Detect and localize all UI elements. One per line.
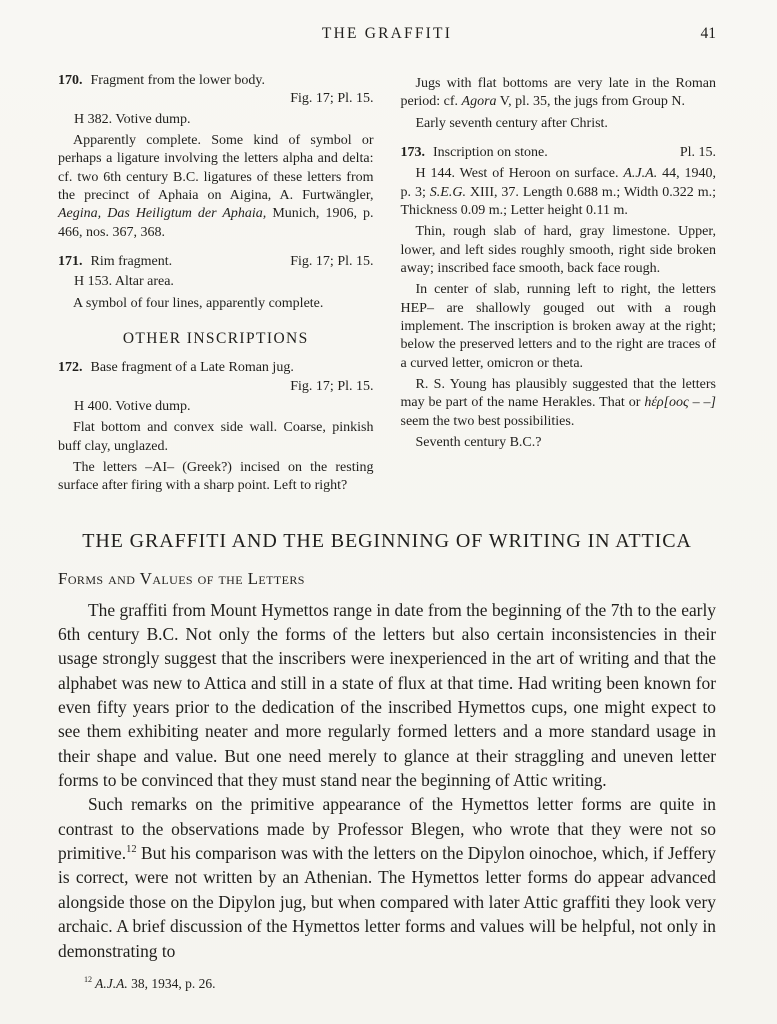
italic-citation: A.J.A. xyxy=(623,166,658,182)
right-column xyxy=(401,72,717,507)
entry-paragraph: A symbol of four lines, apparently complete. xyxy=(73,295,324,311)
inventory-line: H 153. Altar area. xyxy=(74,274,174,290)
text-run: 38, 1934, p. 26. xyxy=(127,975,216,991)
footnote xyxy=(58,976,716,992)
greek-restoration: hέρ[οος – –] xyxy=(644,395,716,411)
entry-head xyxy=(58,359,374,377)
catalog-entry-170 xyxy=(58,72,374,242)
entry-number: 171. xyxy=(58,253,83,269)
italic-citation: Aegina, Das Heiligtum der Aphaia, xyxy=(58,206,267,222)
catalog-entry-173 xyxy=(401,144,717,452)
catalog-entry-172 xyxy=(58,359,374,495)
figure-ref: Fig. 17; Pl. 15. xyxy=(290,253,374,269)
entry-head xyxy=(58,72,374,90)
body-paragraph xyxy=(58,792,716,963)
italic-citation: A.J.A. xyxy=(95,975,128,991)
section-subtitle: Forms and Values of the Letters xyxy=(58,568,305,588)
catalog-entry-171 xyxy=(58,253,374,313)
inventory-line: H 400. Votive dump. xyxy=(74,398,191,414)
page-header xyxy=(58,25,716,43)
text-run: Apparently complete. Some kind of symbol or perhaps a ligature involving the letters alpha and delta: cf. two 6th century B.C. ligatures of these letters from the precinct of Aphaia on Aigina, A. Furtwängler, xyxy=(58,132,374,203)
text-run: Jugs with flat bottoms are very late in the Roman period: cf. xyxy=(400,76,716,110)
entry-paragraph: Thin, rough slab of hard, gray limestone. Upper, lower, and left sides roughly smooth, right side broken away; inscribed face smooth, back face rough. xyxy=(400,224,716,276)
footnote-marker: 12 xyxy=(84,975,93,985)
entry-paragraph xyxy=(401,75,717,112)
catalog-section xyxy=(58,72,716,507)
text-run: V, pl. 35, the jugs from Group N. xyxy=(496,94,686,110)
entry-head xyxy=(58,253,374,271)
left-column xyxy=(58,72,374,507)
entry-paragraph xyxy=(401,165,717,220)
text-run: But his comparison was with the letters on the Dipylon oinochoe, which, if Jeffery is correct, were not written by an Athenian. The Hymettos letter forms do appear advanced alongside those on the Dipylon jug, but when compared with later Attic graffiti they look very archaic. A brief discussion of the Hymettos letter forms and values will be helpful, not only in demonstrating to xyxy=(58,843,716,961)
entry-paragraph: Seventh century B.C.? xyxy=(415,434,542,450)
entry-paragraph xyxy=(401,376,717,431)
text-run: H 144. West of Heroon on surface. xyxy=(415,166,624,182)
figure-ref: Fig. 17; Pl. 15. xyxy=(290,378,374,394)
figure-ref: Pl. 15. xyxy=(679,144,716,160)
entry-paragraph: Early seventh century after Christ. xyxy=(415,115,608,131)
entry-head xyxy=(401,144,717,162)
entry-title: Base fragment of a Late Roman jug. xyxy=(90,360,294,376)
entry-title: Fragment from the lower body. xyxy=(90,73,265,88)
text-run: seem the two best possibilities. xyxy=(400,413,575,429)
text-run: Munich, 1906, p. 466, nos. 367, 368. xyxy=(58,206,374,240)
text-run: Such remarks on the primitive appearance of the Hymettos letter forms are quite in contrast to the observations made by Professor Blegen, who wrote that they were not so primitive. xyxy=(58,794,716,864)
entry-number: 172. xyxy=(58,360,83,376)
entry-paragraph xyxy=(58,132,374,242)
essay-section xyxy=(58,530,716,992)
figure-ref: Fig. 17; Pl. 15. xyxy=(290,91,374,107)
entry-paragraph: The letters –AI– (Greek?) incised on the resting surface after firing with a sharp point. Left to right? xyxy=(58,459,374,494)
entry-title: Inscription on stone. xyxy=(433,144,548,160)
italic-citation: S.E.G. xyxy=(429,184,466,200)
footnote-reference: 12 xyxy=(126,844,137,856)
italic-citation: Agora xyxy=(461,94,497,110)
entry-paragraph: In center of slab, running left to right, the letters HEP– are shallowly gouged out with a rough implement. The inscription is broken away at the right; below the preserved letters and to the right are traces of a curved letter, omicron or theta. xyxy=(400,282,716,371)
entry-paragraph: Flat bottom and convex side wall. Coarse, pinkish buff clay, unglazed. xyxy=(58,420,374,454)
text-run: 44, 1940, p. 3; xyxy=(400,166,717,200)
text-run: XIII, 37. Length 0.688 m.; Width 0.322 m.; Thickness 0.09 m.; Letter height 0.11 m. xyxy=(400,184,716,218)
entry-title: Rim fragment. xyxy=(90,253,173,269)
catalog-entry-172-continuation xyxy=(401,75,717,133)
entry-number: 173. xyxy=(400,144,425,160)
section-title: THE GRAFFITI AND THE BEGINNING OF WRITING IN ATTICA xyxy=(82,529,692,552)
body-paragraph: The graffiti from Mount Hymettos range in date from the beginning of the 7th to the early 6th century B.C. Not only the forms of the letters but also certain inconsistencies in their usage strongly suggest that the inscribers were inexperienced in the art of writing and that the alphabet was new to Attica and still in a state of flux at that time. Had writing been known for even fifty years prior to the dedication of the inscribed Hymettos cups, one might expect to see them exhibiting neater and more regularly formed letters and a more standard usage in their shape and value. But one need merely to glance at their straggling and uneven letter forms to be convinced that they must stand near the beginning of Attic writing. xyxy=(58,599,716,791)
running-head: THE GRAFFITI xyxy=(321,25,453,42)
entry-number: 170. xyxy=(58,73,83,88)
text-run: R. S. Young has plausibly suggested that the letters may be part of the name Herakles. That or xyxy=(400,376,716,411)
inventory-line: H 382. Votive dump. xyxy=(74,111,191,127)
page-number: 41 xyxy=(700,25,716,42)
subsection-heading: OTHER INSCRIPTIONS xyxy=(122,329,309,347)
